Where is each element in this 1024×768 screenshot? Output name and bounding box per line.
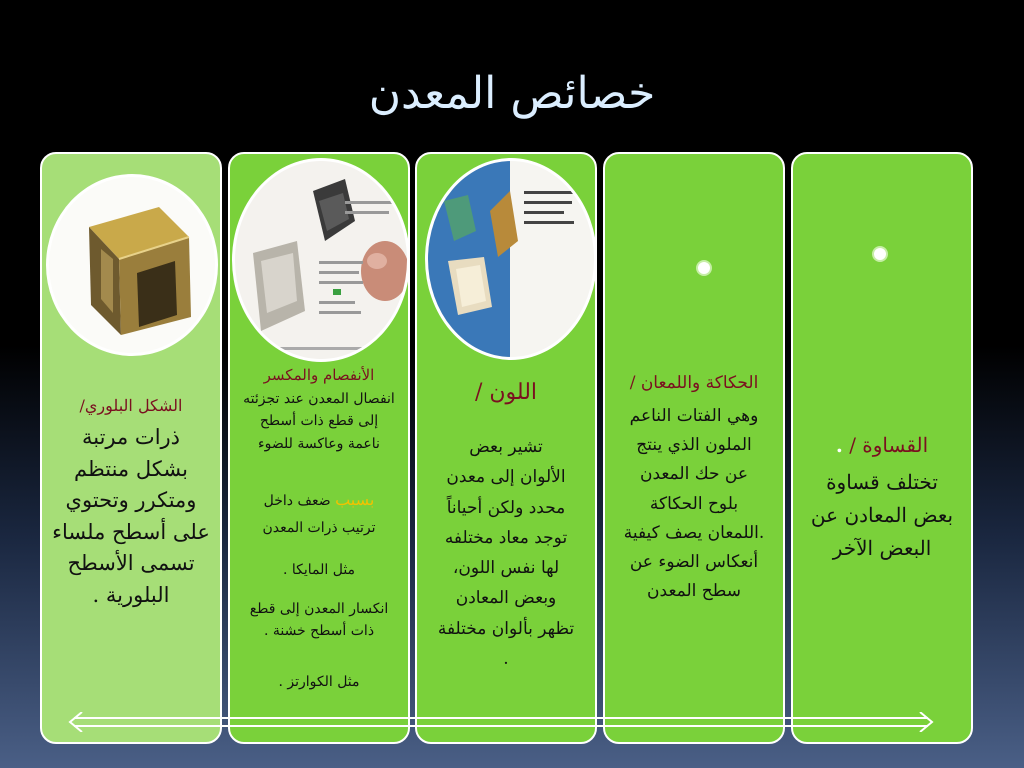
card-streak-luster (603, 152, 785, 744)
crystal-heading: الشكل البلوري/ (79, 396, 183, 415)
hardness-bullet: . (835, 433, 843, 457)
card-hardness (791, 152, 973, 744)
cleavage-body-a (230, 388, 408, 455)
hardness-line: تختلف قساوة (826, 470, 938, 494)
cleavage-heading: الأنفصام والمكسر (263, 366, 375, 384)
double-arrow (68, 712, 934, 732)
crystal-line: ومتكرر وتحتوي (65, 488, 197, 512)
color-line: تشير بعض (469, 437, 543, 457)
cleavage-example-quartz: مثل الكوارتز . (278, 674, 360, 690)
streak-line: .اللمعان يصف كيفية (623, 522, 765, 543)
streak-line: الملون الذي ينتج (636, 435, 752, 456)
color-photo (425, 158, 597, 360)
cleavage-line: انكسار المعدن إلى قطع (249, 601, 389, 617)
cleavage-cause-line (230, 488, 408, 513)
streak-line: عن حك المعدن (639, 464, 749, 485)
hardness-line: البعض الآخر (832, 536, 932, 560)
streak-line: وهي الفتات الناعم (629, 406, 759, 426)
hardness-body (793, 466, 971, 565)
color-line: تظهر بألوان مختلفة (437, 618, 575, 639)
crystal-line: ذرات مرتبة (81, 425, 181, 449)
cleavage-line: ذات أسطح خشنة . (263, 623, 375, 640)
cleavage-line: انفصال المعدن عند تجزئته (243, 391, 395, 407)
cleavage-photo (232, 158, 410, 362)
color-line: توجد معاد مختلفه (444, 527, 568, 548)
color-line: لها نفس اللون، (452, 558, 560, 578)
streak-line: سطح المعدن (647, 581, 741, 602)
crystal-line: البلورية . (92, 582, 170, 607)
crystal-line: تسمى الأسطح (67, 551, 195, 575)
crystal-body (42, 422, 220, 611)
streak-line: بلوح الحكاكة (649, 493, 739, 514)
hardness-heading-line (793, 430, 971, 461)
hardness-heading: القساوة / (849, 433, 929, 457)
bullet-dot (696, 260, 712, 276)
bullet-dot (872, 246, 888, 262)
cleavage-line: ترتيب ذرات المعدن (262, 520, 376, 536)
colored-minerals-image (428, 161, 594, 357)
cleavage-body-c (230, 598, 408, 643)
color-body (417, 432, 595, 674)
color-line: محدد ولكن أحياناً (446, 497, 566, 518)
cause-rest: ضعف داخل (263, 493, 336, 509)
crystal-line: بشكل منتظم (74, 456, 188, 481)
streak-body (605, 402, 783, 607)
mica-minerals-image (235, 161, 407, 359)
crystal-photo (46, 174, 218, 356)
card-cleavage-fracture (228, 152, 410, 744)
crystal-line: على أسطح ملساء (52, 519, 210, 544)
color-line: الألوان إلى معدن (446, 467, 566, 488)
card-crystal-shape (40, 152, 222, 744)
slide-title: خصائص المعدن (368, 68, 656, 119)
color-heading: اللون / (474, 380, 538, 405)
streak-line: أنعكاس الضوء عن (629, 552, 759, 573)
cleavage-line: ناعمة وعاكسة للضوء (258, 435, 380, 452)
cleavage-line: إلى قطع ذات أسطح (259, 413, 379, 430)
pyrite-cube-image (49, 177, 215, 353)
hardness-line: بعض المعادن عن (810, 503, 954, 527)
color-line: وبعض المعادن (455, 588, 557, 609)
streak-heading: الحكاكة واللمعان / (629, 373, 759, 393)
color-line: . (503, 648, 509, 669)
cleavage-example-mica: مثل المايكا . (282, 562, 356, 578)
card-color (415, 152, 597, 744)
cause-word: بسبب (335, 490, 375, 509)
